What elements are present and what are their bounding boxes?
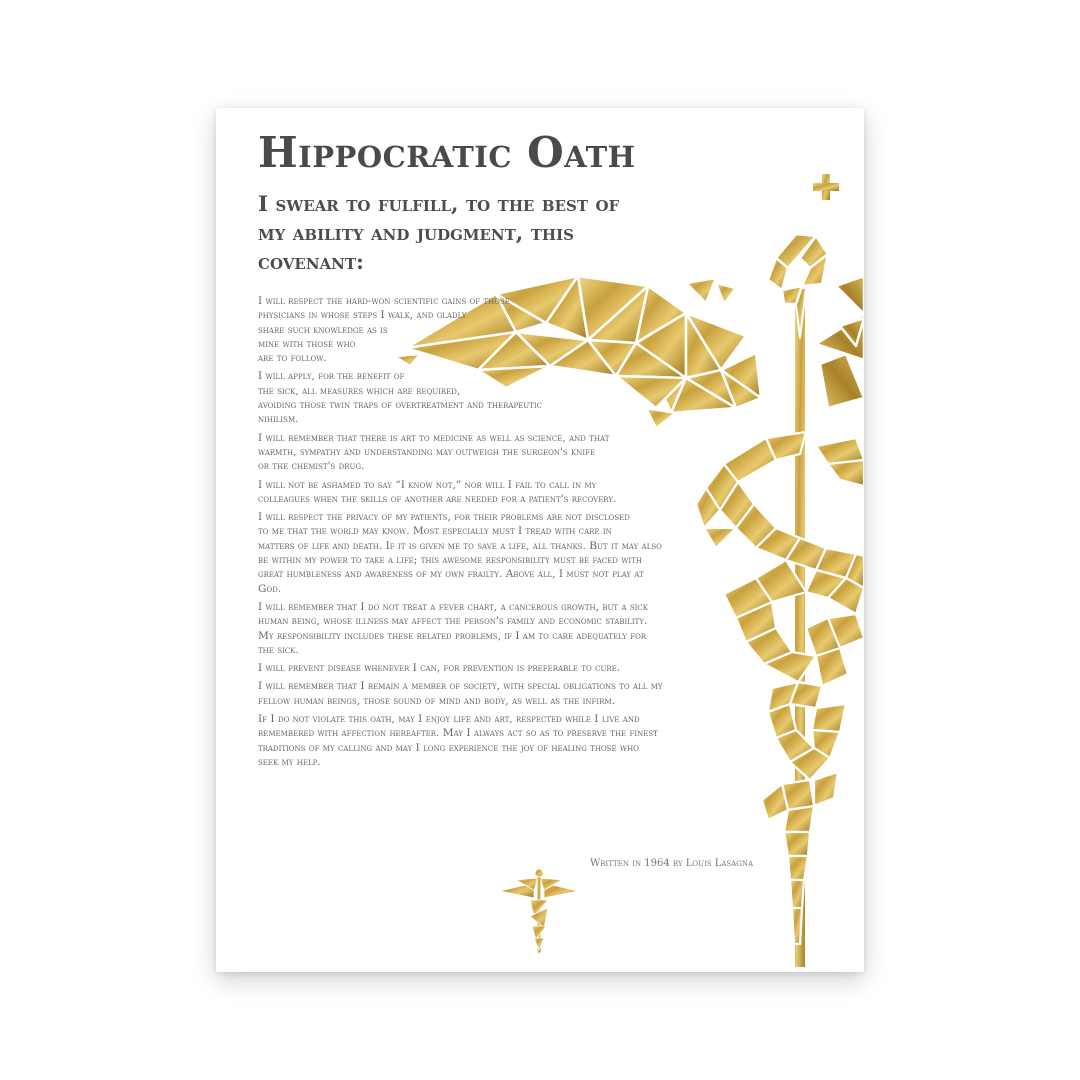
text-line: remembered with affection hereafter. May I always act so as to preserve the finest [258,727,658,740]
oath-paragraph [258,600,778,657]
text-line: I will remember that I do not treat a fever chart, a cancerous growth, but a sick [258,600,649,613]
text-line: My responsibility includes these related problems, if I am to care adequately for [258,629,647,642]
text-line: I will apply, for the benefit of [258,370,405,383]
text-line: colleagues when the skills of another are needed for a patient's recovery. [258,492,617,505]
text-line: matters of life and death. If it is given me to save a life, all thanks. But it may also [258,539,662,552]
oath-paragraph [258,478,778,507]
text-line: seek my help. [258,755,321,768]
text-line: are to follow. [258,352,327,365]
oath-paragraph [258,294,778,365]
text-line: to me that the world may know. Most especially must I tread with care in [258,525,612,538]
text-line: I will not be ashamed to say “I know not,” nor will I fail to call in my [258,478,597,491]
small-caduceus-icon [500,869,578,953]
text-line: mine with those who [258,337,356,350]
text-line: nihilism. [258,413,299,426]
text-line: I will prevent disease whenever I can, for prevention is preferable to cure. [258,662,621,675]
text-line: God. [258,582,282,595]
text-line: I will respect the hard-won scientific gains of those [258,295,510,307]
text-line: If I do not violate this oath, may I enjoy life and art, respected while I live and [258,713,640,726]
page-title: Hippocratic Oath [258,128,636,177]
plus-cross-icon [813,174,839,200]
text-line: warmth, sympathy and understanding may outweigh the surgeon's knife [258,445,596,458]
text-line: physicians in whose steps I walk, and gladly [258,309,467,322]
wing-right [816,276,864,408]
oath-paragraph [258,712,778,769]
text-line: or the chemist's drug. [258,460,365,473]
subtitle-line: covenant: [258,250,364,275]
poster [216,108,864,972]
text-line: fellow human beings, those sound of mind and body, as well as the infirm. [258,694,615,707]
text-line: I will remember that there is art to medicine as well as science, and that [258,431,610,444]
subtitle-line: my ability and judgment, this [258,221,574,246]
text-line: human being, whose illness may affect the person's family and economic stability. [258,615,648,628]
oath-paragraph [258,510,778,596]
subtitle-line: I swear to fulfill, to the best of [258,192,620,217]
text-line: great humbleness and awareness of my own frailty. Above all, I must not play at [258,568,644,581]
text-line: avoiding those twin traps of overtreatment and therapeutic [258,399,542,412]
text-line: share such knowledge as is [258,323,388,336]
oath-paragraph [258,661,778,675]
text-line: traditions of my calling and may I long experience the joy of healing those who [258,741,639,754]
oath-paragraph [258,679,778,708]
text-line: be within my power to take a life; this awesome responsibility must be faced with [258,554,642,567]
oath-paragraph [258,369,778,426]
oath-paragraph [258,431,778,474]
text-line: I will remember that I remain a member of society, with special obligations to all my [258,680,663,693]
text-line: the sick, all measures which are required, [258,384,461,397]
text-line: the sick. [258,643,299,656]
author-credit: Written in 1964 by Louis Lasagna [590,858,754,869]
subtitle [258,190,678,277]
oath-body [258,294,778,773]
text-line: I will respect the privacy of my patients, for their problems are not disclosed [258,511,630,524]
